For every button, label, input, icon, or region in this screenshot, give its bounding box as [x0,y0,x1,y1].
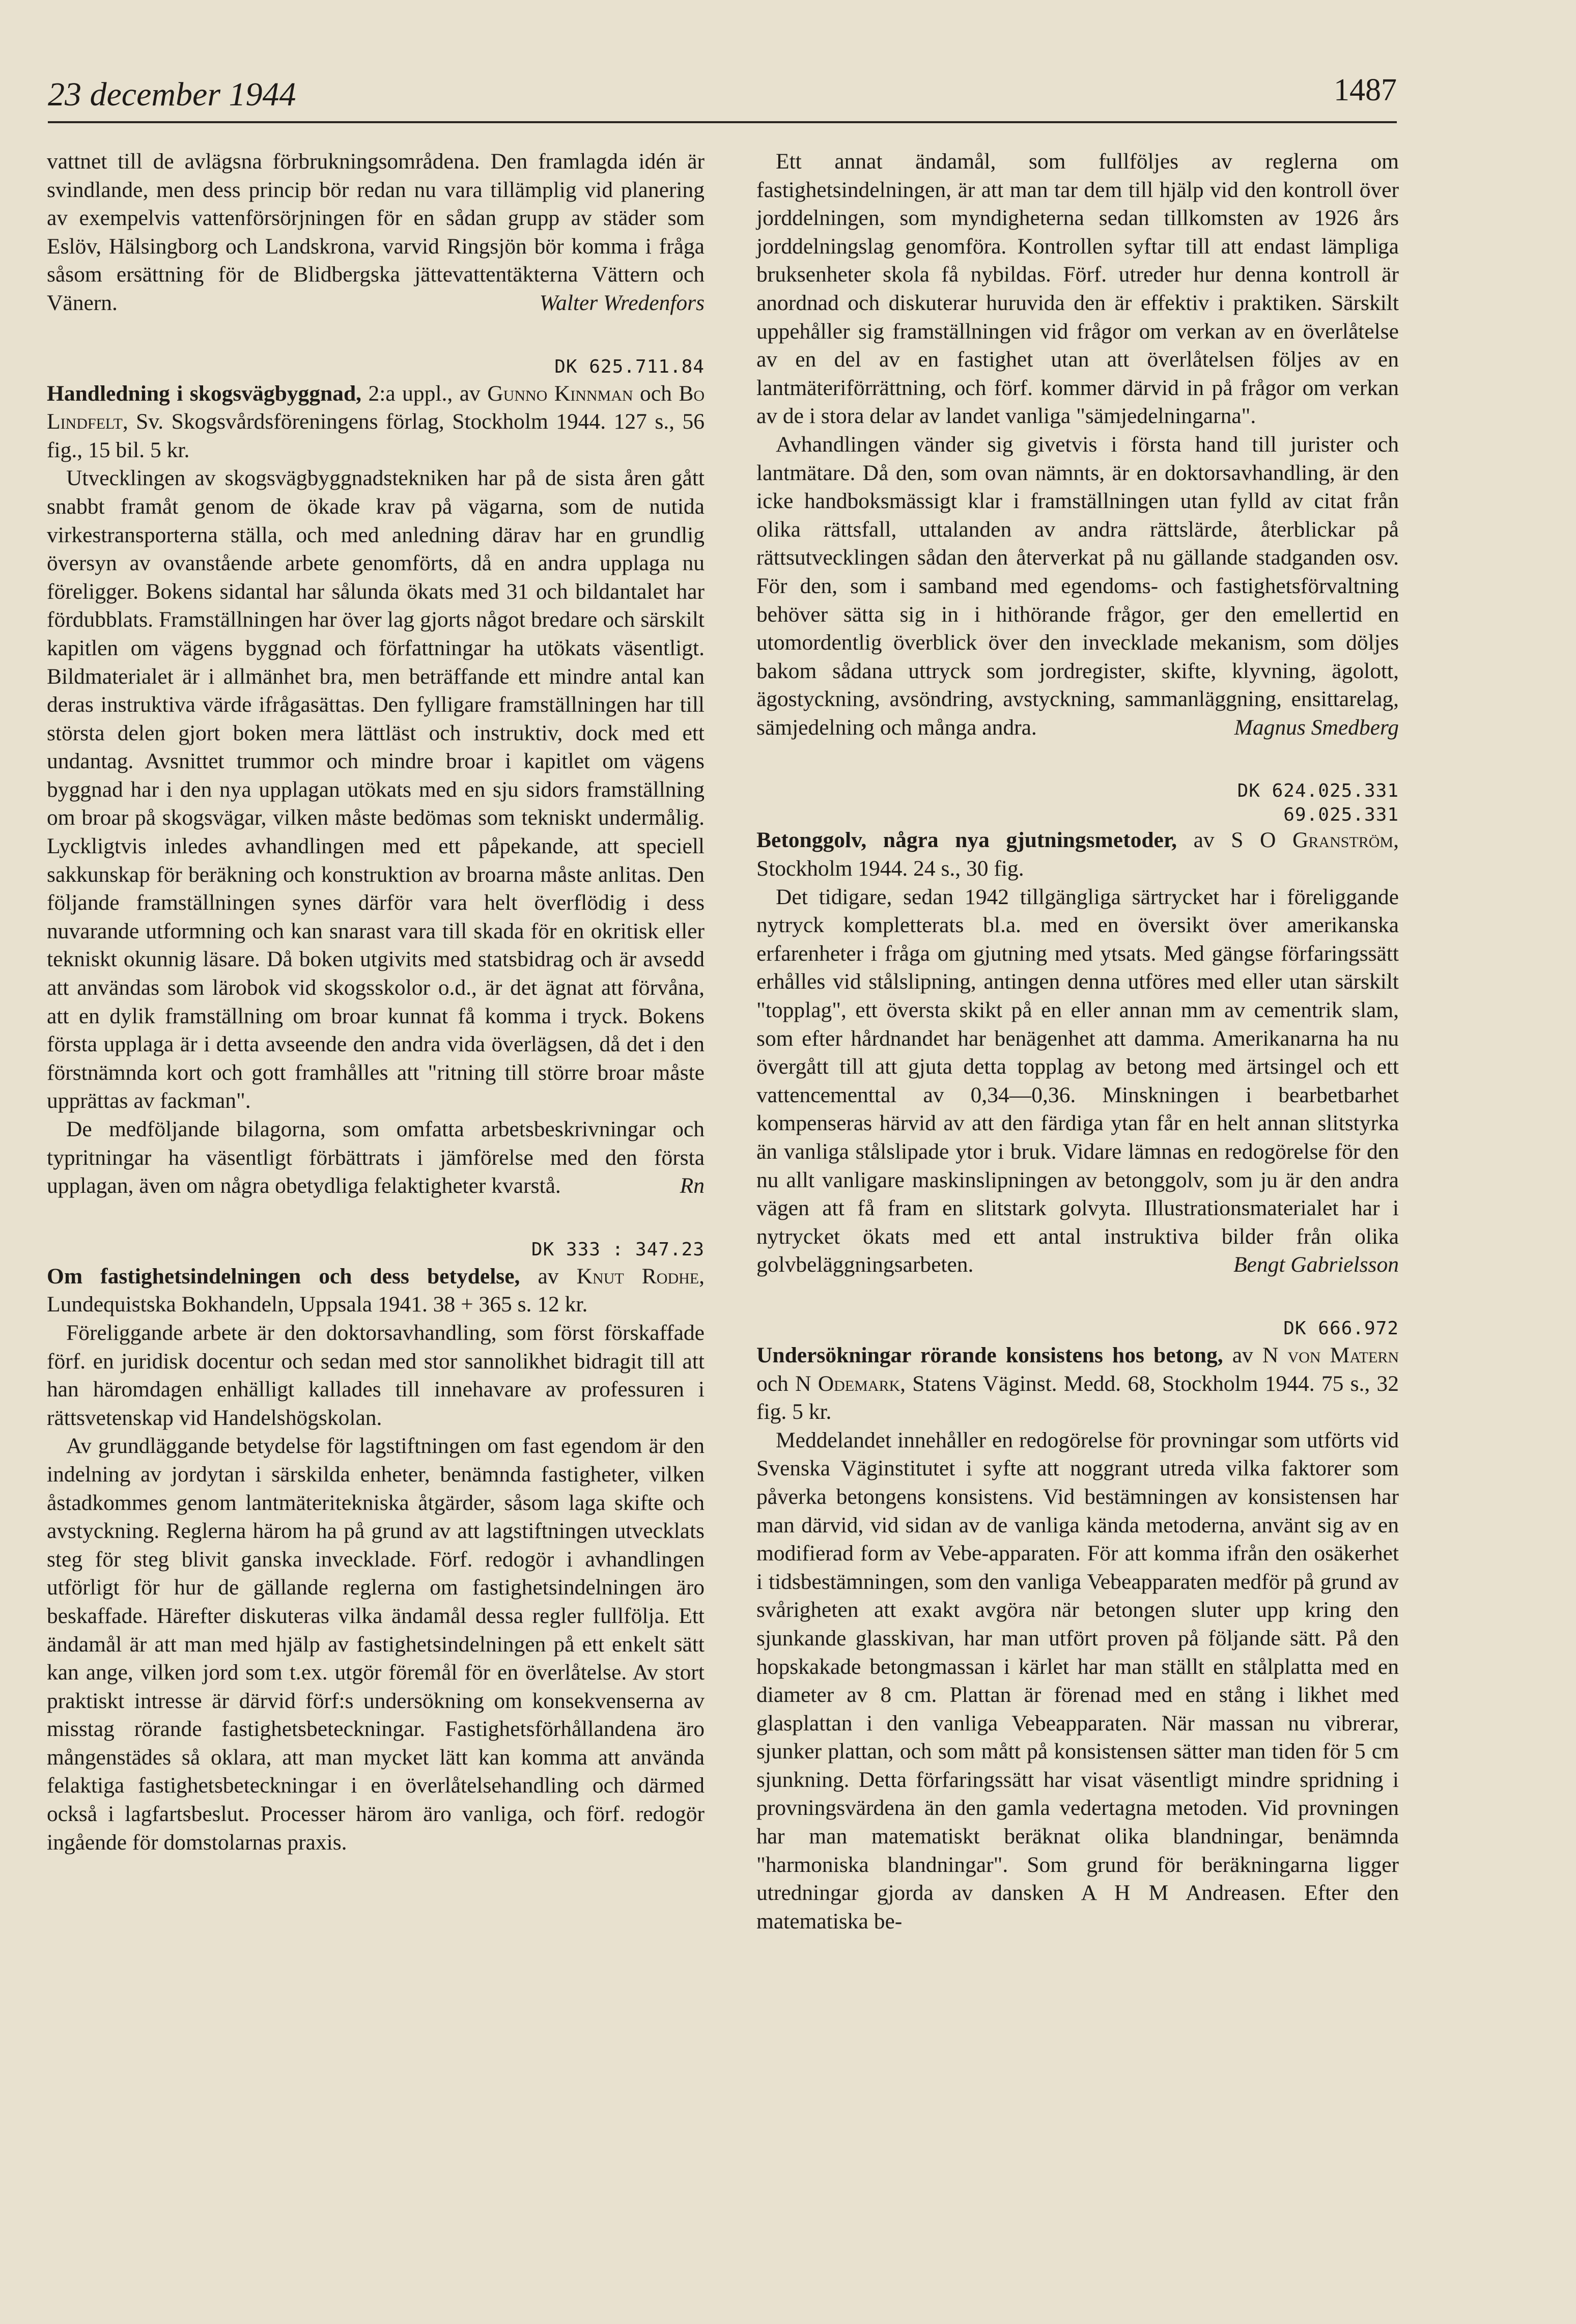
review2-details: , Lundequistska Bokhandeln, Uppsala 1941. 38 + 365 s. 12 kr. [47,1264,705,1317]
review1-edition: 2:a uppl., av [368,381,481,406]
review2-continued-text: Avhandlingen vänder sig givetvis i första hand till jurister och lantmätare. Då den, som ovan nämnts, är en doktorsavhandling, är den icke handboksmässigt klar i framställningen utan fylld av citat från olika rättsfall, uttalanden av andra rättslärde, återblickar på rättsutvecklingen sådan den återverkat på nu gällande stadganden osv. För den, som i samband med egendoms- och fastighetsförvaltning behöver sätta sig in i hithörande frågor, ger den emellertid en utomordentlig överblick över den invecklade mekanism, som döljes bakom sådana uttryck som jordregister, skifte, klyvning, ägolott, ägostyckning, avsöndring, avstyckning, sammanläggning, ensittarelag, sämjedelning och många andra. [756,432,1399,740]
review1-paragraph [47,1115,705,1200]
review2-title: Om fastighetsindelningen och dess betydelse, [47,1264,520,1289]
review4-and: och [756,1371,789,1396]
review3-details: , Stockholm 1944. 24 s., 30 fig. [756,828,1399,881]
review1-dk-number: DK 625.711.84 [554,356,705,377]
review1-author2: Bo Lindfelt [47,381,705,434]
review4-dk-number: DK 666.972 [1283,1318,1399,1339]
review4-details: , Statens Väginst. Medd. 68, Stockholm 1944. 75 s., 32 fig. 5 kr. [756,1371,1399,1424]
review2-paragraph: Föreliggande arbete är den doktorsavhandling, som först förskaffade förf. en juridisk docentur och sedan med stor sannolikhet bidragit till att han häromdagen enhälligt kallades till innehavare av professuren i rättsvetenskap vid Handelshögskolan. [47,1320,705,1430]
review2-by: av [538,1264,559,1289]
left-column [47,148,705,1857]
review2-signature: Magnus Smedberg [1234,715,1399,740]
review1-heading [47,380,705,465]
page-number: 1487 [1334,73,1397,107]
review3-by: av [1193,828,1215,853]
review4-heading [756,1341,1399,1426]
right-column [756,148,1399,1936]
review3-author: S O Granström [1231,828,1394,853]
review3-paragraph [756,883,1399,1279]
intro-paragraph [47,148,705,318]
review4-by: av [1232,1342,1253,1367]
review2-dk-number: DK 333 : 347.23 [531,1239,705,1260]
review3-dk-number: DK 624.025.331 [1237,780,1399,802]
review4-title: Undersökningar rörande konsistens hos betong, [756,1342,1223,1367]
review4-paragraph: Meddelandet innehåller en redogörelse för provningar som utförts vid Svenska Väginstitutet i syfte att noggrant utreda vilka faktorer som påverka betongens konsistens. Vid bestämningen av konsistensen har man därvid, vid sidan av de vanliga kända metoderna, använt sig av en modifierad form av Vebe-apparaten. För att komma ifrån den osäkerhet i tidsbestämningen, som den vanliga Vebeapparaten medför på grund av svårigheten att exakt avgöra när betongen sluter upp kring den sjunkande glasskivan, har man utfört proven på följande sätt. På den hopskakade betongmassan i kärlet har man ställt en stålplatta med en diameter av 8 cm. Plattan är förenad med en stång i likhet med glasplattan i den vanliga Vebeapparaten. När massan nu vibrerar, sjunker plattan, och som mått på konsistensen sätter man tiden för 5 cm sjunkning. Detta förfaringssätt har visat väsentligt mindre spridning i provningsvärdena än den gamla vedertagna metoden. Vid provningen har man matematiskt beräknat olika blandningar, benämnda "harmoniska blandningar". Som grund för beräkningarna ligger utredningar gjorda av dansken A H M Andreasen. Efter den matematiska be- [756,1427,1399,1934]
review1-and: och [640,381,672,406]
review3-signature: Bengt Gabrielsson [1233,1252,1399,1277]
review1-paragraph-text: De medföljande bilagorna, som omfatta arbetsbeskrivningar och typritningar ha väsentligt förbättrats i jämförelse med den första upplagan, även om några obetydliga felaktigheter kvarstå. [47,1117,705,1198]
review2-heading [47,1263,705,1319]
review2-continued-paragraph: Ett annat ändamål, som fullföljes av reglerna om fastighetsindelningen, är att man tar dem till hjälp vid den kontroll över jorddelningen, som myndigheterna sedan tillkomsten av 1926 års jorddelningslag genomföra. Kontrollen syftar till att endast lämpliga bruksenheter skola få nybildas. Förf. utreder hur denna kontroll är anordnad och diskuterar huruvida den är effektiv i praktiken. Särskilt uppehåller sig framställningen vid frågor om verkan av en överlåtelse av en del av en fastighet utan att överlåtelsen följes av en lantmäteriförrättning, och förf. kommer därvid in på frågor om verkan av de i stora delar av landet vanliga "sämjedelningarna". [756,149,1399,429]
review3-title: Betonggolv, några nya gjutningsmetoder, [756,828,1177,853]
review4-author1: N von Matern [1262,1342,1399,1367]
review3-paragraph-text: Det tidigare, sedan 1942 tillgängliga särtrycket har i föreliggande nytryck kompletterats bl.a. med en översikt över amerikanska erfarenheter i fråga om gjutning med ytsats. Med gängse förfaringssätt erhålles vid stålslipning, antingen denna utföres med eller utan särskilt "topplag", ett översta skikt på en eller annan mm av cementrik slam, som efter hårdnandet har benägenhet att damma. Amerikanarna ha nu övergått till att gjuta detta topplag av betong med ärtsingel och ett vattencementtal av 0,34—0,36. Minskningen i bearbetbarhet kompenseras härvid av att den färdiga ytan får en helt annan slitstyrka än vanliga stålslipade ytor i bruk. Vidare lämnas en redogörelse för den nu allt vanligare maskinslipningen av betonggolv, som ju är den andra vägen att få fram en slitstark golvyta. Illustrationsmaterialet har i nytrycket ökats med ett antal instruktiva bilder från olika golvbeläggningsarbeten. [756,884,1399,1277]
review1-details: , Sv. Skogsvårdsföreningens förlag, Stockholm 1944. 127 s., 56 fig., 15 bil. 5 kr. [47,409,705,462]
page-header [48,67,1397,123]
review2-paragraph: Av grundläggande betydelse för lagstiftningen om fast egendom är den indelning av jordytan i särskilda enheter, benämnda fastigheter, vilken åstadkommes genom lantmäteritekniska åtgärder, såsom laga skifte och avstyckning. Reglerna härom ha på grund av att lagstiftningen utvecklats steg för steg blivit ganska invecklade. Förf. redogör i avhandlingen utförligt för hur de gällande reglerna om fastighetsindelningen äro beskaffade. Härefter diskuteras vilka ändamål dessa regler fullfölja. Ett ändamål är att man med hjälp av fastighetsindelningen på ett enkelt sätt kan ange, vilken jord som t.ex. utgör föremål för en överlåtelse. Av stort praktiskt intresse är därvid förf:s undersökning om konsekvenserna av misstag rörande fastighetsbeteckningar. Fastighetsförhållandena äro mångenstädes så oklara, att man mycket lätt kan komma att använda felaktiga fastighetsbeteckningar i en överlåtelsehandling och därmed också i lagfartsbeslut. Processer härom äro vanliga, och förf. redogör ingående för domstolarnas praxis. [47,1434,705,1855]
issue-date: 23 december 1944 [48,76,296,113]
review1-author1: Gunno Kinnman [487,381,633,406]
intro-signature: Walter Wredenfors [539,290,705,315]
review1-paragraph: Utvecklingen av skogsvägbyggnadstekniken har på de sista åren gått snabbt framåt genom de ökade krav på vägarna, som de nutida virkestransporterna ställa, och med anledning därav har en grundlig översyn av ovanstående arbete genomförts, då en andra upplaga nu föreligger. Bokens sidantal har sålunda ökats med 31 och bildantalet har fördubblats. Framställningen har över lag gjorts något bredare och särskilt kapitlen om vägens byggnad och författningar ha utökats väsentligt. Bildmaterialet är i allmänhet bra, men beträffande ett mindre antal kan deras instruktiva värde ifrågasättas. Den fylligare framställningen har till största delen gjort boken mera lättläst och instruktiv, dock med ett undantag. Avsnittet trummor och mindre broar i kapitlet om vägens byggnad har i den nya upplagan utökats med en sju sidors framställning om broar på skogsvägar, vilken måste bedömas som tekniskt undermålig. Lyckligtvis inledes avhandlingen med ett påpekande, att speciell sakkunskap för beräkning och konstruktion av broarna måste anlitas. Den följande framställningen synes därför vara helt överflödig i dess nuvarande utformning och kan snarast vara till skada för en okritisk eller tekniskt okunnig läsare. Då boken utgivits med statsbidrag och är avsedd att användas som lärobok vid skogsskolor o.d., är det ägnat att förvåna, att en dylik framställning om broar kunnat få komma i tryck. Bokens första upplaga är i detta avseende den andra vida överlägsen, då det i den förstnämnda kort och gott framhålles att "ritning till större broar måste upprättas av fackman". [47,466,705,1113]
review3-heading [756,826,1399,883]
intro-text: vattnet till de avlägsna förbrukningsområdena. Den framlagda idén är svindlande, men dess princip bör redan nu vara tillämplig vid planering av exempelvis vattenförsörjningen för en sådan grupp av städer som Eslöv, Hälsingborg och Landskrona, varvid Ringsjön bör komma i fråga såsom ersättning för de Blidbergska jättevattentäkterna Vättern och Vänern. [47,149,705,315]
review2-continued-paragraph [756,431,1399,742]
review3-dk-number-secondary: 69.025.331 [1283,804,1399,826]
review1-signature: Rn [680,1173,705,1198]
review1-title: Handledning i skogsvägbyggnad, [47,381,362,406]
review2-author: Knut Rodhe [576,1264,699,1289]
review4-author2: N Odemark [795,1371,900,1396]
